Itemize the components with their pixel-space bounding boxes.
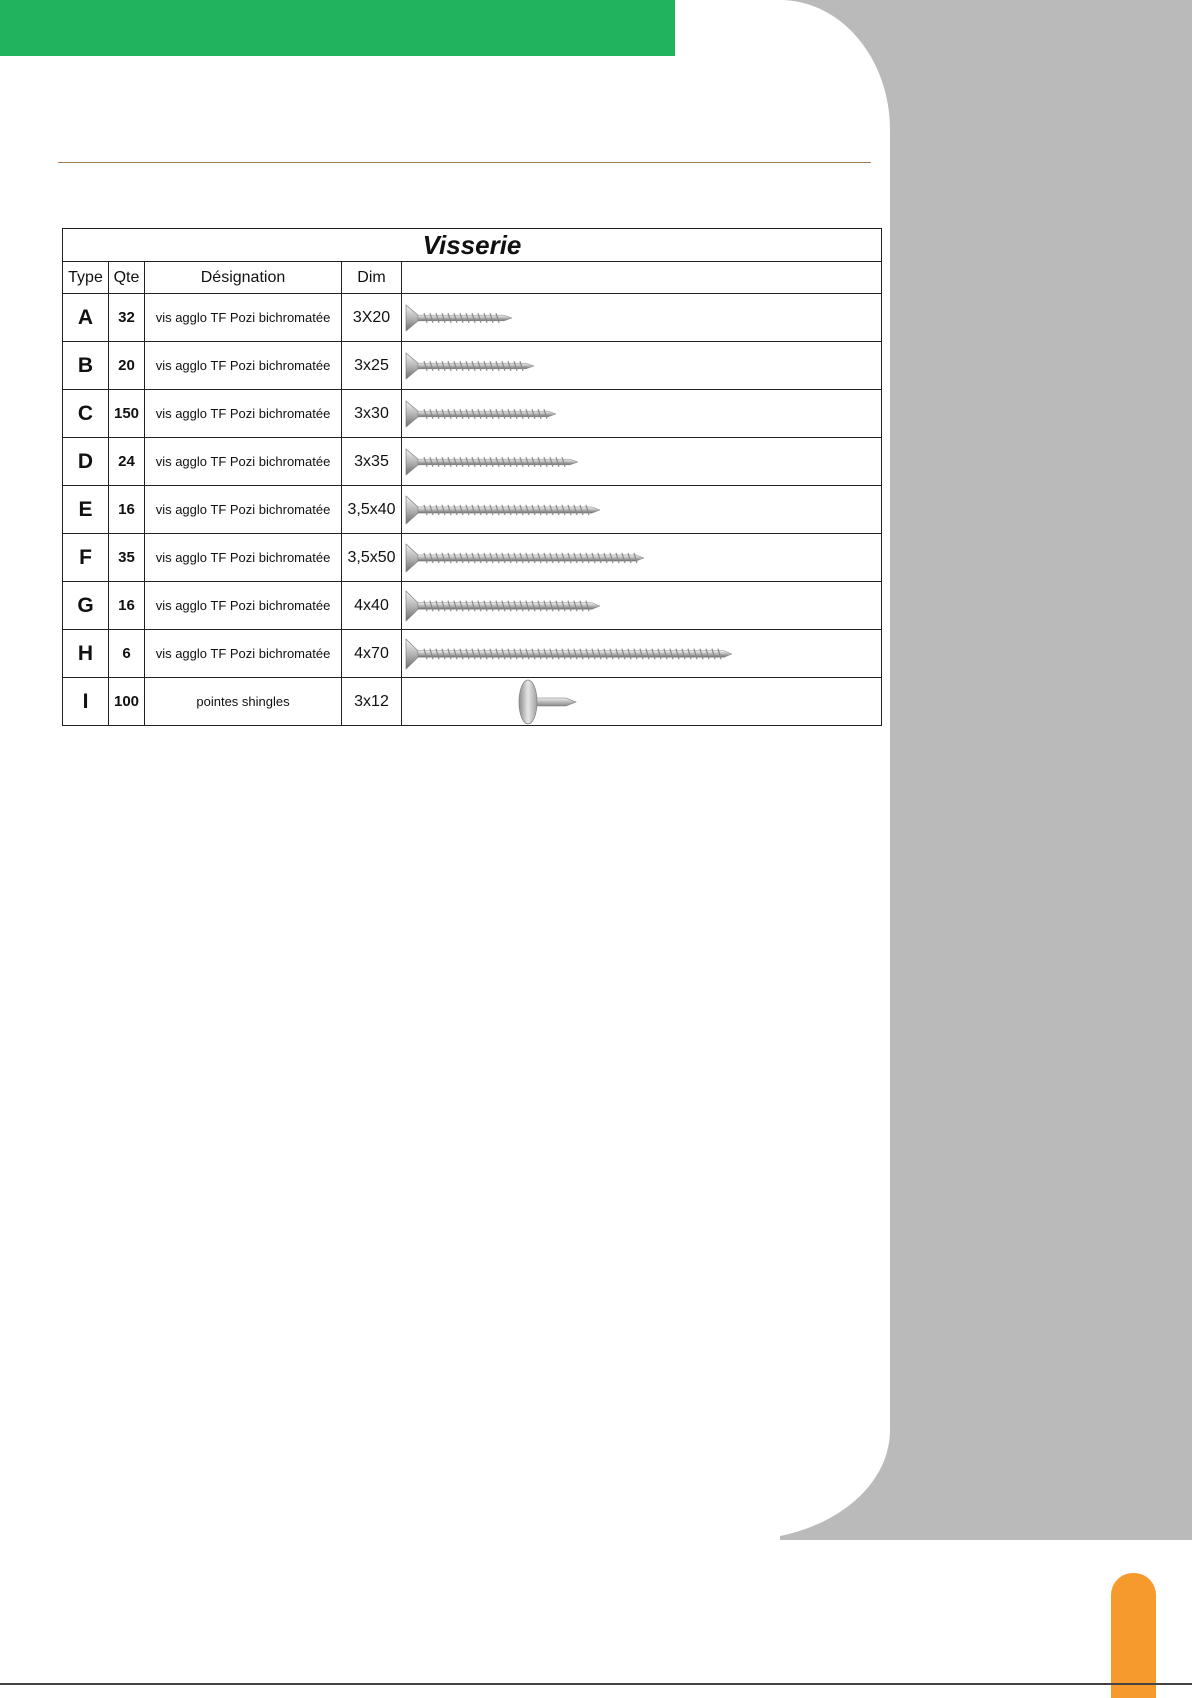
table-row xyxy=(63,390,882,438)
row-dim: 3,5x40 xyxy=(342,486,402,534)
row-picture xyxy=(402,390,882,438)
row-type: H xyxy=(63,630,109,678)
header-rule xyxy=(58,162,871,163)
row-picture xyxy=(402,438,882,486)
row-picture xyxy=(402,342,882,390)
table-title: Visserie xyxy=(63,229,882,262)
screw-icon xyxy=(404,490,610,530)
row-type: F xyxy=(63,534,109,582)
row-qty: 32 xyxy=(109,294,145,342)
screw-icon xyxy=(404,634,742,674)
row-designation: vis agglo TF Pozi bichromatée xyxy=(145,534,342,582)
row-qty: 6 xyxy=(109,630,145,678)
header-picture xyxy=(402,262,882,294)
row-designation: vis agglo TF Pozi bichromatée xyxy=(145,390,342,438)
table-row xyxy=(63,342,882,390)
row-dim: 3x25 xyxy=(342,342,402,390)
hardware-table xyxy=(62,228,882,726)
screw-icon xyxy=(404,586,610,626)
row-qty: 35 xyxy=(109,534,145,582)
header-designation: Désignation xyxy=(145,262,342,294)
table-row xyxy=(63,294,882,342)
row-designation: vis agglo TF Pozi bichromatée xyxy=(145,486,342,534)
row-qty: 100 xyxy=(109,678,145,726)
row-picture xyxy=(402,630,882,678)
nail-icon xyxy=(404,679,584,725)
row-picture xyxy=(402,486,882,534)
row-type: E xyxy=(63,486,109,534)
screw-icon xyxy=(404,538,654,578)
row-qty: 24 xyxy=(109,438,145,486)
row-qty: 20 xyxy=(109,342,145,390)
table-row xyxy=(63,678,882,726)
row-qty: 150 xyxy=(109,390,145,438)
row-dim: 4x70 xyxy=(342,630,402,678)
header-type: Type xyxy=(63,262,109,294)
row-dim: 3x12 xyxy=(342,678,402,726)
header-green-bar xyxy=(0,0,675,56)
screw-icon xyxy=(404,346,544,386)
table-row xyxy=(63,438,882,486)
row-designation: vis agglo TF Pozi bichromatée xyxy=(145,294,342,342)
row-dim: 3X20 xyxy=(342,294,402,342)
row-dim: 4x40 xyxy=(342,582,402,630)
row-picture xyxy=(402,582,882,630)
table-row xyxy=(63,486,882,534)
row-type: B xyxy=(63,342,109,390)
row-designation: vis agglo TF Pozi bichromatée xyxy=(145,342,342,390)
row-designation: vis agglo TF Pozi bichromatée xyxy=(145,582,342,630)
row-type: A xyxy=(63,294,109,342)
header-dim: Dim xyxy=(342,262,402,294)
row-designation: vis agglo TF Pozi bichromatée xyxy=(145,630,342,678)
table-row xyxy=(63,534,882,582)
header-qty: Qte xyxy=(109,262,145,294)
row-type: I xyxy=(63,678,109,726)
row-type: G xyxy=(63,582,109,630)
screw-icon xyxy=(404,298,522,338)
row-designation: vis agglo TF Pozi bichromatée xyxy=(145,438,342,486)
row-qty: 16 xyxy=(109,582,145,630)
screw-icon xyxy=(404,394,566,434)
row-picture xyxy=(402,534,882,582)
row-type: C xyxy=(63,390,109,438)
row-picture xyxy=(402,678,882,726)
page-tab xyxy=(1111,1573,1156,1698)
row-dim: 3x30 xyxy=(342,390,402,438)
table-header-row xyxy=(63,262,882,294)
table-row xyxy=(63,582,882,630)
row-picture xyxy=(402,294,882,342)
row-dim: 3x35 xyxy=(342,438,402,486)
row-dim: 3,5x50 xyxy=(342,534,402,582)
table-row xyxy=(63,630,882,678)
row-qty: 16 xyxy=(109,486,145,534)
screw-icon xyxy=(404,442,588,482)
row-designation: pointes shingles xyxy=(145,678,342,726)
row-type: D xyxy=(63,438,109,486)
